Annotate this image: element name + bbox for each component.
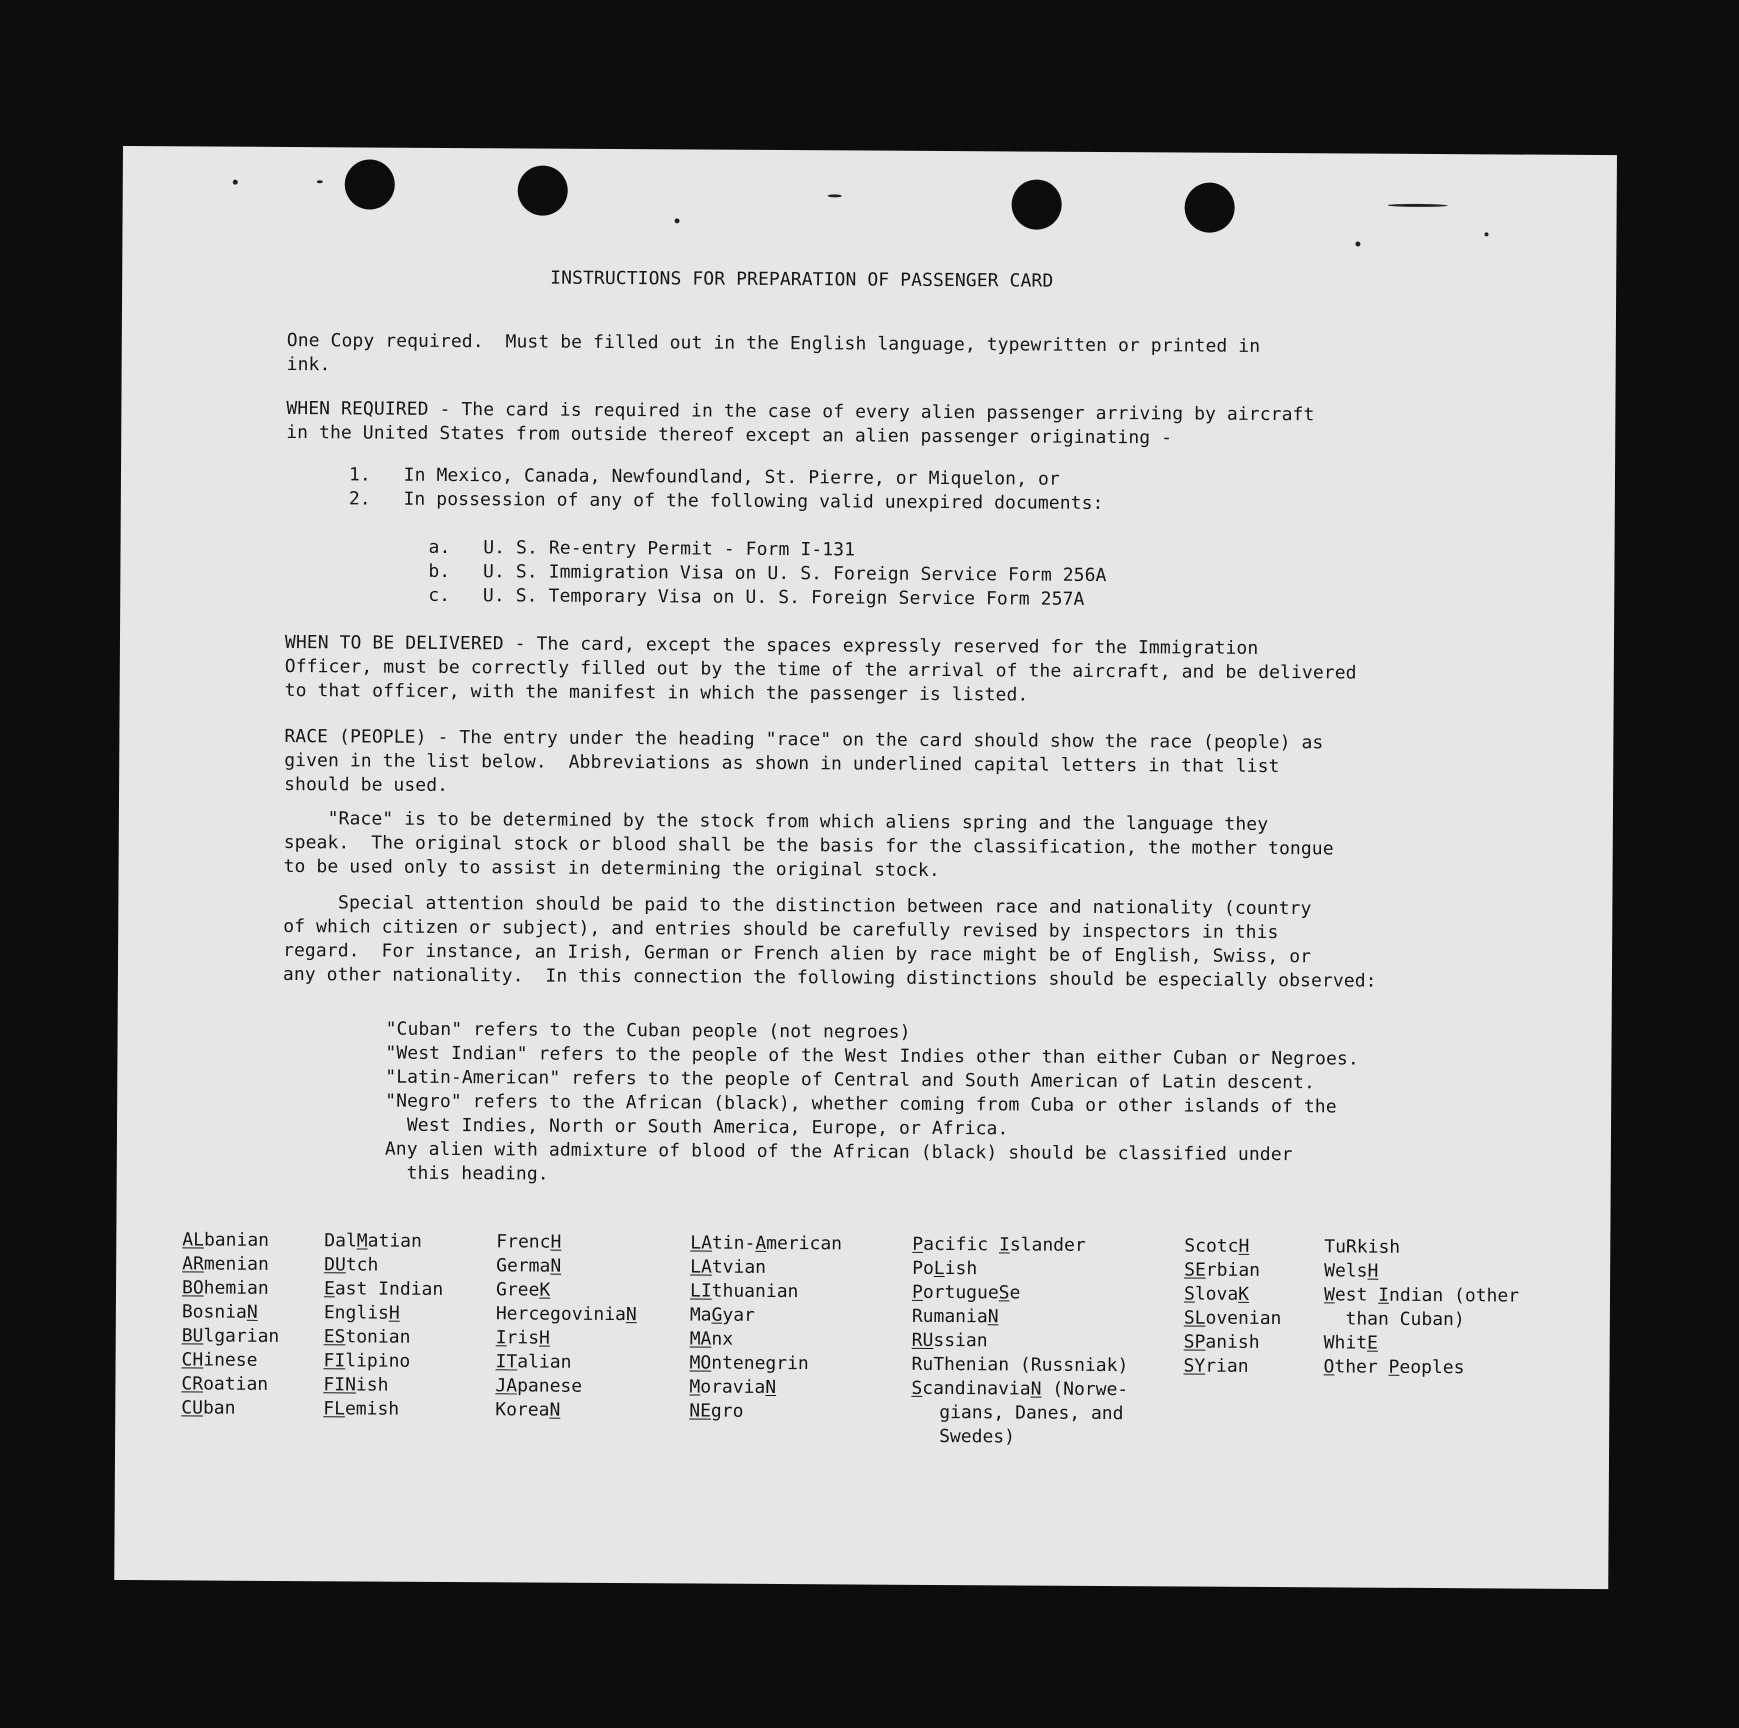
document-list: a. U. S. Re-entry Permit - Form I-131 b. U. S. Immigration Visa on U. S. Foreign Service Form 256A c. U. S. Temporary Visa on U. S. Foreign Service Form 257A [428, 536, 1107, 610]
race-abbreviation: N [550, 1255, 562, 1277]
race-abbreviation: DU [324, 1254, 346, 1276]
race-entry [324, 1349, 443, 1374]
race-entry [690, 1351, 842, 1376]
speck [828, 194, 842, 197]
race-abbreviation: MA [689, 1328, 712, 1350]
race-name-part: ntenegrin [711, 1352, 809, 1375]
race-abbreviation: LI [689, 1280, 712, 1302]
race-entry [1324, 1283, 1519, 1308]
race-name-part: RuT [911, 1353, 945, 1376]
race-entry [912, 1257, 1129, 1282]
race-abbreviation: AR [182, 1253, 204, 1275]
race-entry [1324, 1331, 1519, 1356]
race-abbreviation: N [625, 1304, 637, 1326]
race-entry [496, 1326, 637, 1351]
race-entry [911, 1425, 1128, 1450]
numbered-list: 1. In Mexico, Canada, Newfoundland, St. Pierre, or Miquelon, or 2. In possession of any of the following valid unexpired documents: [348, 464, 1104, 514]
race-people-paragraph: RACE (PEOPLE) - The entry under the heading "race" on the card should show the race (people) as given in the list below. Abbreviations as shown in underlined capital letters in that list should be used. [284, 725, 1324, 796]
race-entry [181, 1372, 279, 1397]
race-name-part: Korea [495, 1399, 550, 1421]
race-name-part: oravia [700, 1376, 766, 1398]
race-abbreviation: SL [1183, 1307, 1206, 1329]
speck [233, 180, 238, 185]
race-name-part: oatian [203, 1373, 269, 1395]
race-abbreviation: N [549, 1399, 561, 1421]
race-column [1183, 1235, 1281, 1380]
race-name-part: lipino [345, 1350, 411, 1372]
race-name-part: atian [367, 1230, 422, 1252]
race-name-part: (Norwe- [1041, 1378, 1129, 1401]
race-abbreviation: S [1183, 1283, 1195, 1305]
race-name-part: eoples [1399, 1356, 1465, 1379]
race-entry [323, 1373, 442, 1398]
race-name-part: Bosnia [181, 1301, 247, 1323]
race-entry [689, 1399, 841, 1424]
race-name-part: Gree [495, 1279, 540, 1301]
race-abbreviation: ES [323, 1326, 346, 1348]
race-abbreviation: BU [181, 1325, 204, 1347]
race-name-part: ish [944, 1258, 978, 1280]
race-name-part: merican [766, 1232, 843, 1255]
race-entry [324, 1253, 443, 1278]
race-abbreviation: FL [323, 1398, 346, 1420]
speck [1355, 242, 1360, 247]
race-name-part: yar [722, 1304, 755, 1326]
race-name-part: tvian [711, 1256, 767, 1278]
race-name-part: ssian [933, 1329, 988, 1352]
race-name-part: Rumania [911, 1305, 988, 1328]
race-entry [495, 1374, 636, 1399]
race-name-part: rian [1205, 1355, 1249, 1377]
race-entry [1184, 1235, 1282, 1260]
race-abbreviation: CH [181, 1349, 204, 1371]
race-entry [911, 1377, 1128, 1402]
race-abbreviation: H [539, 1327, 550, 1349]
race-name-part: ban [202, 1397, 236, 1419]
race-abbreviation: H [1367, 1260, 1379, 1282]
punch-hole [1012, 179, 1062, 229]
race-abbreviation: E [323, 1278, 335, 1300]
race-entry [496, 1302, 637, 1327]
race-name-part: gians, Danes, and [939, 1402, 1124, 1425]
race-entry [182, 1348, 280, 1373]
speck [1484, 232, 1488, 236]
page-title: INSTRUCTIONS FOR PREPARATION OF PASSENGER CARD [550, 267, 1054, 292]
race-abbreviation: N [765, 1376, 777, 1399]
race-abbreviation: SY [1183, 1355, 1206, 1377]
race-entry [496, 1254, 637, 1279]
race-name-part: Whit [1323, 1332, 1368, 1354]
race-name-part: alian [517, 1351, 572, 1373]
race-entry [324, 1277, 443, 1302]
race-name-part: candinavia [922, 1377, 1031, 1400]
race-entry [181, 1396, 279, 1421]
race-name-part: rbian [1205, 1259, 1261, 1281]
speck [317, 180, 323, 183]
race-entry [690, 1279, 842, 1304]
race-entry [182, 1300, 280, 1325]
race-entry [182, 1276, 280, 1301]
race-abbreviation: FI [323, 1350, 346, 1372]
race-name-part: est [1334, 1284, 1379, 1306]
race-distinctions-list: "Cuban" refers to the Cuban people (not negroes) "West Indian" refers to the people of the West Indies other than either Cuban or Negroes. "Latin-American" refers to the people of Central and South American of Latin descent. "Negro" refers to the African (black), whether coming from Cuba or other islands of the West Indies, North or South America, Europe, or Africa. Any alien with admixture of blood of the African (black) should be classified under this heading. [384, 1018, 1359, 1185]
race-entry [324, 1325, 443, 1350]
race-name-part: ovenian [1205, 1307, 1282, 1330]
race-abbreviation: N [987, 1306, 999, 1328]
race-abbreviation: NE [689, 1400, 712, 1422]
race-name-part: panese [517, 1375, 583, 1397]
punch-hole [1184, 182, 1234, 232]
document-page [114, 146, 1617, 1589]
race-name-part: anish [1205, 1331, 1260, 1353]
race-entry [690, 1231, 842, 1256]
race-name-part: than Cuban) [1323, 1308, 1465, 1331]
race-entry [182, 1228, 280, 1253]
race-column [495, 1230, 637, 1423]
race-abbreviation: P [911, 1281, 923, 1303]
race-abbreviation: I [998, 1234, 1010, 1256]
race-name-part: henian (Russniak) [944, 1354, 1129, 1377]
race-abbreviation: JA [495, 1375, 518, 1397]
punch-hole [345, 159, 395, 209]
race-entry [1184, 1259, 1282, 1284]
race-abbreviation: P [1388, 1356, 1400, 1378]
race-name-part: Frenc [496, 1231, 551, 1253]
race-abbreviation: LA [690, 1256, 712, 1278]
race-abbreviation: S [998, 1282, 1010, 1304]
race-name-part: Englis [323, 1302, 389, 1324]
race-name-part: Swedes) [939, 1426, 1016, 1448]
race-entry [1184, 1307, 1282, 1332]
race-name-part: e [1009, 1282, 1021, 1304]
race-abbreviation: O [1323, 1356, 1335, 1378]
race-name-part: thuanian [711, 1280, 799, 1303]
race-name-part: Germa [496, 1255, 551, 1277]
race-abbreviation: CU [181, 1397, 204, 1419]
race-abbreviation: CR [181, 1373, 204, 1395]
race-abbreviation: I [495, 1327, 507, 1349]
race-entry [1184, 1283, 1282, 1308]
race-name-part: hemian [203, 1277, 269, 1299]
race-abbreviation: K [539, 1279, 551, 1301]
race-abbreviation: M [356, 1230, 368, 1252]
race-abbreviation: LA [690, 1232, 713, 1254]
race-abbreviation: N [1030, 1378, 1042, 1400]
race-abbreviation: I [1378, 1284, 1390, 1306]
punch-hole [518, 165, 568, 215]
race-column [689, 1231, 842, 1424]
race-abbreviation: AL [182, 1229, 205, 1251]
race-entry [689, 1375, 841, 1400]
race-abbreviation: M [689, 1376, 701, 1398]
race-column [323, 1229, 443, 1422]
race-name-part: acific [923, 1233, 1000, 1256]
race-entry [690, 1327, 842, 1352]
race-name-part: tonian [345, 1326, 411, 1348]
race-abbreviation: N [246, 1301, 258, 1323]
race-abbreviation: P [912, 1233, 924, 1255]
race-abbreviation: W [1323, 1284, 1335, 1306]
race-column [911, 1233, 1129, 1450]
race-abbreviation: L [933, 1257, 945, 1280]
race-entry [182, 1252, 280, 1277]
race-abbreviation: IT [495, 1351, 518, 1373]
speck [1388, 204, 1448, 207]
race-name-part: ris [506, 1327, 540, 1349]
race-abbreviation: MO [689, 1352, 712, 1374]
race-abbreviation: BO [181, 1277, 204, 1299]
race-abbreviation: FIN [323, 1374, 357, 1396]
race-name-part: emish [344, 1398, 400, 1420]
race-name-part: Hercegovinia [495, 1303, 626, 1326]
race-column [181, 1228, 280, 1421]
race-entry [1324, 1235, 1519, 1260]
race-name-part: ther [1334, 1356, 1389, 1378]
race-abbreviation: E [1367, 1332, 1378, 1354]
race-entry [911, 1401, 1128, 1426]
race-column [1323, 1235, 1519, 1380]
race-name-part: Wels [1324, 1260, 1368, 1282]
race-entry [1183, 1355, 1281, 1380]
race-abbreviation: RU [911, 1329, 934, 1351]
race-entry [496, 1350, 637, 1375]
race-entry [324, 1229, 443, 1254]
race-abbreviation: SP [1183, 1331, 1206, 1353]
race-name-part: kish [1356, 1236, 1401, 1258]
race-entry [912, 1281, 1129, 1306]
race-name-part: ortugue [922, 1281, 999, 1304]
race-abbreviation: G [711, 1304, 723, 1326]
special-attention-paragraph: Special attention should be paid to the distinction between race and nationality (country of which citizen or subject), and entries should be carefully revised by inspectors in this regard. For instance, an Irish, German or French alien by race might be of English, Swiss, or any other nationality. In this connection the following distinctions should be especially observed: [282, 891, 1377, 992]
race-entry [912, 1305, 1129, 1330]
race-abbreviation: H [388, 1302, 400, 1324]
race-entry [496, 1278, 637, 1303]
race-name-part: lova [1194, 1283, 1239, 1305]
race-abbreviation: H [1238, 1235, 1250, 1257]
race-entry [496, 1230, 637, 1255]
speck [675, 218, 680, 223]
race-name-part: lgarian [203, 1325, 280, 1347]
intro-paragraph: One Copy required. Must be filled out in the English language, typewritten or printed in ink. [286, 330, 1261, 376]
race-entry [1323, 1355, 1518, 1380]
race-abbreviation: S [911, 1377, 923, 1399]
race-entry [690, 1303, 842, 1328]
race-name-part: inese [203, 1349, 258, 1371]
race-name-part: TuR [1324, 1236, 1357, 1258]
race-name-part: Po [912, 1257, 934, 1279]
race-entry [911, 1353, 1128, 1378]
race-entry [1324, 1259, 1519, 1284]
race-name-part: Dal [324, 1230, 357, 1252]
race-name-part: gro [710, 1400, 744, 1422]
race-name-part: menian [203, 1253, 269, 1275]
race-name-part: ish [355, 1374, 389, 1396]
race-name-part: Ma [689, 1304, 712, 1326]
race-entry [495, 1398, 636, 1423]
race-abbreviation: SE [1184, 1259, 1206, 1281]
when-required-paragraph: WHEN REQUIRED - The card is required in the case of every alien passenger arriving by aircraft in the United States from outside thereof except an alien passenger originating - [286, 398, 1315, 449]
race-name-part: nx [711, 1328, 734, 1350]
race-entry [1324, 1307, 1519, 1332]
when-delivered-paragraph: WHEN TO BE DELIVERED - The card, except the spaces expressly reserved for the Immigration Officer, must be correctly filled out by the time of the arrival of the aircraft, and be delivered to that officer, with the manifest in which the passenger is listed. [284, 631, 1357, 706]
race-name-part: slander [1009, 1234, 1086, 1256]
race-entry [690, 1255, 842, 1280]
race-abbreviation: A [755, 1232, 767, 1254]
race-name-part: Scotc [1184, 1235, 1239, 1257]
race-name-part: tch [345, 1254, 379, 1276]
race-abbreviation: K [1238, 1283, 1250, 1305]
race-name-part: tin- [711, 1232, 756, 1254]
race-name-part: banian [203, 1229, 270, 1251]
race-entry [912, 1329, 1129, 1354]
race-entry [182, 1324, 280, 1349]
race-entry [324, 1301, 443, 1326]
race-entry [912, 1233, 1129, 1258]
race-name-part: ast Indian [334, 1278, 444, 1300]
race-abbreviation: H [550, 1231, 562, 1253]
race-entry [1184, 1331, 1282, 1356]
race-name-part: ndian (other [1388, 1284, 1520, 1307]
race-entry [323, 1397, 442, 1422]
race-definition-paragraph: "Race" is to be determined by the stock from which aliens spring and the language they speak. The original stock or blood shall be the basis for the classification, the mother tongue to be used only to assist in determining the original stock. [283, 807, 1334, 882]
